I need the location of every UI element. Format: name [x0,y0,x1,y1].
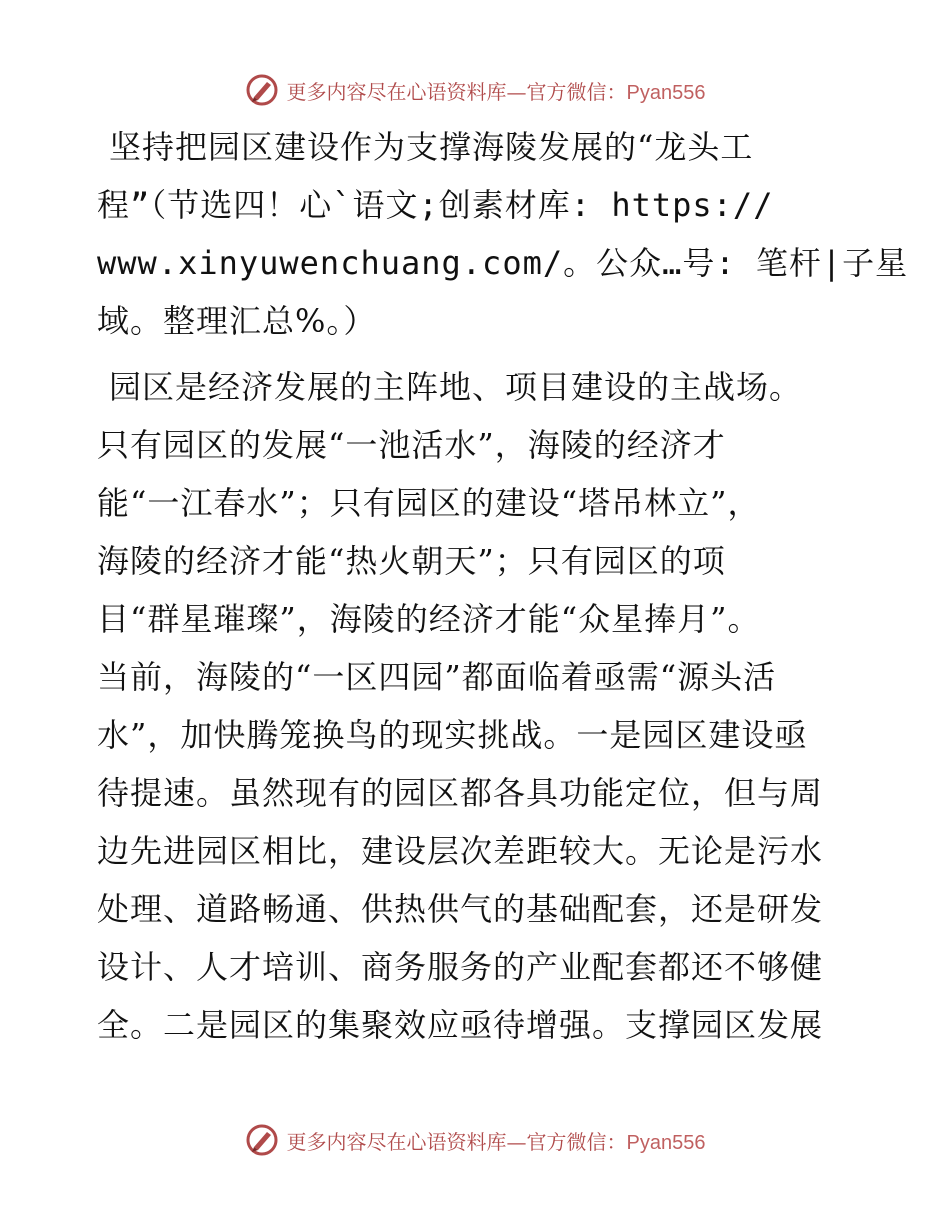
text-line: 只有园区的发展“一池活水”，海陵的经济才 [97,426,726,464]
text-line: 处理、道路畅通、供热供气的基础配套，还是研发 [97,890,824,928]
watermark-separator: — [506,1129,527,1154]
text-line: 能“一江春水”；只有园区的建设“塔吊林立”， [97,484,761,522]
text-line: 当前，海陵的“一区四园”都面临着亟需“源头活 [97,658,777,696]
watermark-separator: — [506,79,527,104]
text-line: 海陵的经济才能“热火朝天”；只有园区的项 [97,542,726,580]
paragraph-spacer [97,350,857,358]
text-line: 域。整理汇总%。） [97,302,377,340]
watermark-contact-label: 官方微信： [526,79,627,104]
paragraph-1 [97,118,909,350]
document-body [97,118,909,1054]
text-line: 园区是经济发展的主阵地、项目建设的主战场。 [109,368,803,406]
text-line: 待提速。虽然现有的园区都各具功能定位，但与周 [97,774,824,812]
header-watermark [0,70,950,110]
watermark-site-name: 更多内容尽在心语资料库 [286,79,507,104]
brush-pen-logo-icon [245,73,279,107]
paragraph-2 [97,358,857,1054]
text-line: 全。二是园区的集聚效应亟待增强。支撑园区发展 [97,1006,824,1044]
footer-watermark [0,1120,950,1160]
text-line: 边先进园区相比，建设层次差距较大。无论是污水 [97,832,824,870]
text-line: 目“群星璀璨”，海陵的经济才能“众星捧月”。 [97,600,761,638]
text-line: www.xinyuwenchuang.com/。公众…号: 笔杆|子星 [97,244,909,282]
watermark-contact-label: 官方微信： [526,1129,627,1154]
text-line: 程”（节选四！心`语文;创素材库: https:// [97,186,774,224]
watermark-contact-value: Pyan556 [626,1131,706,1154]
brush-pen-logo-icon [245,1123,279,1157]
watermark-text [287,76,706,105]
text-line: 坚持把园区建设作为支撑海陵发展的“龙头工 [109,128,754,166]
text-line: 设计、人才培训、商务服务的产业配套都还不够健 [97,948,824,986]
watermark-text [287,1126,706,1155]
watermark-contact-value: Pyan556 [626,81,706,104]
watermark-site-name: 更多内容尽在心语资料库 [286,1129,507,1154]
text-line: 水”，加快腾笼换鸟的现实挑战。一是园区建设亟 [97,716,808,754]
